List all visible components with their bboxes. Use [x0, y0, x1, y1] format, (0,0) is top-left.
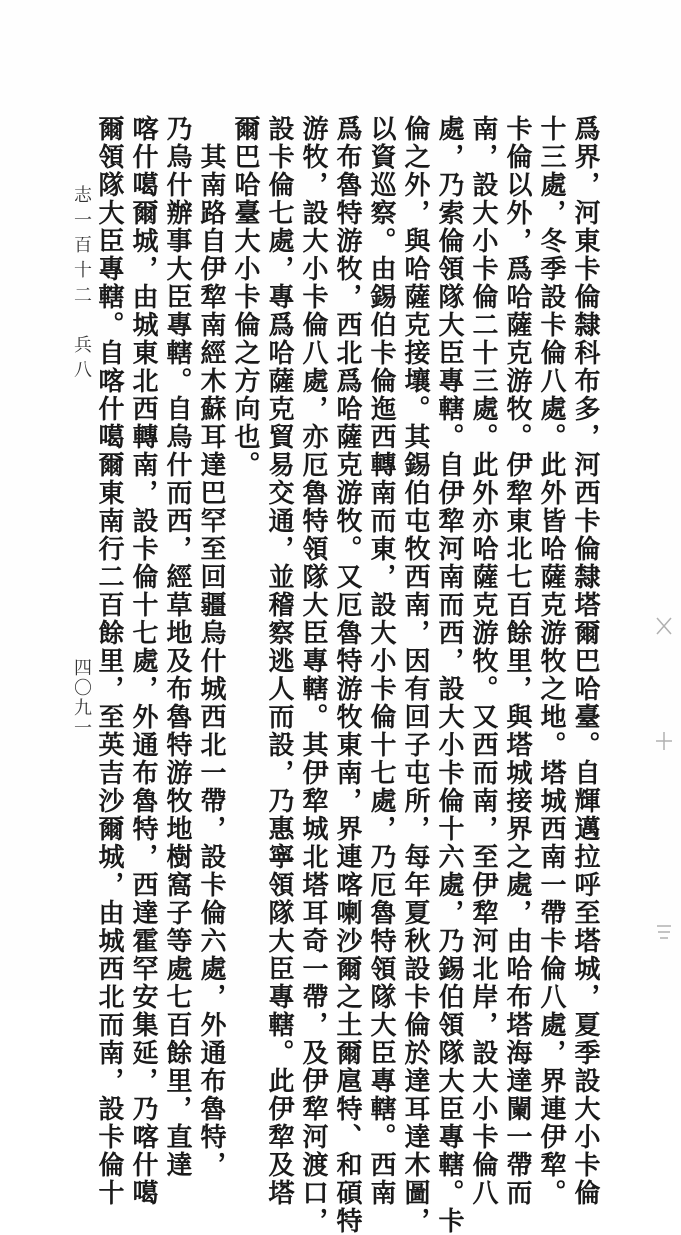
text-column: 處，乃索倫領隊大臣專轄。自伊犂河南而西，設大小卡倫十六處，乃錫伯領隊大臣專轄。卡 — [434, 115, 464, 1235]
text-column: 爾領隊大臣專轄。自喀什噶爾東南行二百餘里，至英吉沙爾城，由城西北而南，設卡倫十 — [94, 115, 124, 1207]
text-column: 十三處，冬季設卡倫八處。此外皆哈薩克游牧之地。塔城西南一帶卡倫八處，界連伊犂。 — [536, 115, 566, 1207]
text-column: 爲界，河東卡倫隸科布多，河西卡倫隸塔爾巴哈臺。自輝邁拉呼至塔城，夏季設大小卡倫 — [570, 115, 600, 1207]
text-column: 其南路自伊犂南經木蘇耳達巴罕至回疆烏什城西北一帶，設卡倫六處，外通布魯特， — [196, 115, 226, 1179]
bleed-through-mark — [652, 920, 676, 942]
bleed-through-mark — [652, 615, 676, 637]
bleed-through-mark — [652, 730, 676, 752]
text-column: 爲布魯特游牧，西北爲哈薩克游牧。又厄魯特游牧東南，界連喀喇沙爾之土爾扈特、和碩特 — [332, 115, 362, 1235]
text-column: 喀什噶爾城，由城東北西轉南，設卡倫十七處，外通布魯特，西達霍罕安集延，乃喀什噶 — [128, 115, 158, 1207]
text-column: 倫之外，與哈薩克接壤。其錫伯屯牧西南，因有回子屯所，每年夏秋設卡倫於達耳達木圖， — [400, 115, 430, 1235]
text-column: 游牧，設大小卡倫八處，亦厄魯特領隊大臣專轄。其伊犂城北塔耳奇一帶，及伊犂河渡口， — [298, 115, 328, 1235]
text-column: 爾巴哈臺大小卡倫之方向也。 — [230, 115, 260, 479]
margin-note: 志一百十二 兵八 — [71, 185, 92, 385]
text-column: 以資巡察。由錫伯卡倫迤西轉南而東，設大小卡倫十七處，乃厄魯特領隊大臣專轄。西南 — [366, 115, 396, 1207]
text-column: 卡倫以外，爲哈薩克游牧。伊犂東北七百餘里，與塔城接界之處，由哈布塔海達闌一帶而 — [502, 115, 532, 1207]
text-column: 乃烏什辦事大臣專轄。自烏什而西，經草地及布魯特游牧地樹窩子等處七百餘里，直達 — [162, 115, 192, 1179]
text-column: 南，設大小卡倫二十三處。此外亦哈薩克游牧。又西而南，至伊犂河北岸，設大小卡倫八 — [468, 115, 498, 1207]
text-column: 設卡倫七處，專爲哈薩克貿易交通，並稽察逃人而設，乃惠寧領隊大臣專轄。此伊犂及塔 — [264, 115, 294, 1207]
page-number: 四〇九一 — [71, 658, 92, 738]
